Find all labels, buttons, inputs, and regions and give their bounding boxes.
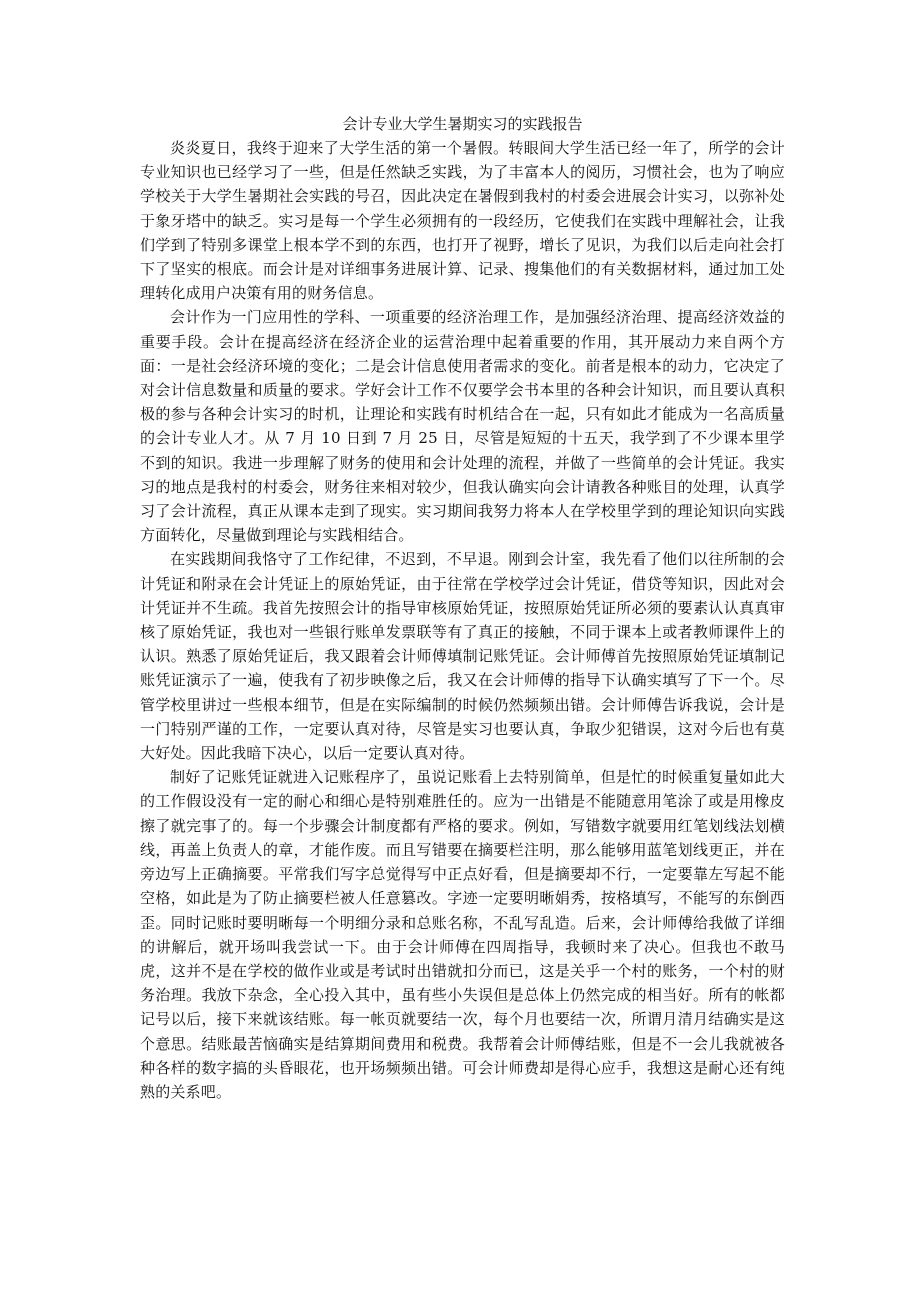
document-title: 会计专业大学生暑期实习的实践报告 (342, 115, 583, 133)
paragraph-4: 制好了记账凭证就进入记账程序了，虽说记账看上去特别简单，但是忙的时候重复量如此大的工作假设没有一定的耐心和细心是特别难胜任的。应为一出错是不能随意用笔涂了或是用橡皮擦了就完事了的。每一个步骤会计制度都有严格的要求。例如，写错数字就要用红笔划线法划横线，再盖上负责人的章，才能作废。而且写错要在摘要栏注明，那么能够用蓝笔划线更正，并在旁边写上正确摘要。平常我们写字总觉得写中正点好看，但是摘要却不行，一定要靠左写起不能空格，如此是为了防止摘要栏被人任意篡改。字迹一定要明晰娟秀，按格填写，不能写的东倒西歪。同时记账时要明晰每一个明细分录和总账名称，不乱写乱造。后来，会计师傅给我做了详细的讲解后，就开场叫我尝试一下。由于会计师傅在四周指导，我顿时来了决心。但我也不敢马虎，这并不是在学校的做作业或是考试时出错就扣分而已，这是关乎一个村的账务，一个村的财务治理。我放下杂念，全心投入其中，虽有些小失误但是总体上仍然完成的相当好。所有的帐都记号以后，接下来就该结账。每一帐页就要结一次，每个月也要结一次，所谓月清月结确实是这个意思。结账最苦恼确实是结算期间费用和税费。我帮着会计师傅结账，但是不一会儿我就被各种各样的数字搞的头昏眼花，也开场频频出错。可会计师费却是得心应手，我想这是耐心还有纯熟的关系吧。 (140, 768, 785, 1101)
paragraph-3: 在实践期间我恪守了工作纪律，不迟到，不早退。刚到会计室，我先看了他们以往所制的会计凭证和附录在会计凭证上的原始凭证，由于往常在学校学过会计凭证，借贷等知识，因此对会计凭证并不生疏。我首先按照会计的指导审核原始凭证，按照原始凭证所必须的要素认认真真审核了原始凭证，我也对一些银行账单发票联等有了真正的接触，不同于课本上或者教师课件上的认识。熟悉了原始凭证后，我又跟着会计师傅填制记账凭证。会计师傅首先按照原始凭证填制记账凭证演示了一遍，使我有了初步映像之后，我又在会计师傅的指导下认确实填写了下一个。尽管学校里讲过一些根本细节，但是在实际编制的时候仍然频频出错。会计师傅告诉我说，会计是一门特别严谨的工作，一定要认真对待，尽管是实习也要认真，争取少犯错误，这对今后也有莫大好处。因此我暗下决心，以后一定要认真对待。 (140, 550, 785, 763)
document-page (140, 112, 785, 1104)
paragraph-2: 会计作为一门应用性的学科、一项重要的经济治理工作，是加强经济治理、提高经济效益的重要手段。会计在提高经济在经济企业的运营治理中起着重要的作用，其开展动力来自两个方面：一是社会经济环境的变化；二是会计信息使用者需求的变化。前者是根本的动力，它决定了对会计信息数量和质量的要求。学好会计工作不仅要学会书本里的各种会计知识，而且要认真积极的参与各种会计实习的时机，让理论和实践有时机结合在一起，只有如此才能成为一名高质量的会计专业人才。从 7 月 10 日到 7 月 25 日，尽管是短短的十五天，我学到了不少课本里学不到的知识。我进一步理解了财务的使用和会计处理的流程，并做了一些简单的会计凭证。我实习的地点是我村的村委会，财务往来相对较少，但我认确实向会计请教各种账目的处理，认真学习了会计流程，真正从课本走到了现实。实习期间我努力将本人在学校里学到的理论知识向实践方面转化，尽量做到理论与实践相结合。 (140, 308, 785, 545)
paragraph-1: 炎炎夏日，我终于迎来了大学生活的第一个暑假。转眼间大学生活已经一年了，所学的会计专业知识也已经学习了一些，但是任然缺乏实践，为了丰富本人的阅历，习惯社会，也为了响应学校关于大学生暑期社会实践的号召，因此决定在暑假到我村的村委会进展会计实习，以弥补处于象牙塔中的缺乏。实习是每一个学生必须拥有的一段经历，它使我们在实践中理解社会，让我们学到了特别多课堂上根本学不到的东西，也打开了视野，增长了见识，为我们以后走向社会打下了坚实的根底。而会计是对详细事务进展计算、记录、搜集他们的有关数据材料，通过加工处理转化成用户决策有用的财务信息。 (140, 139, 785, 303)
